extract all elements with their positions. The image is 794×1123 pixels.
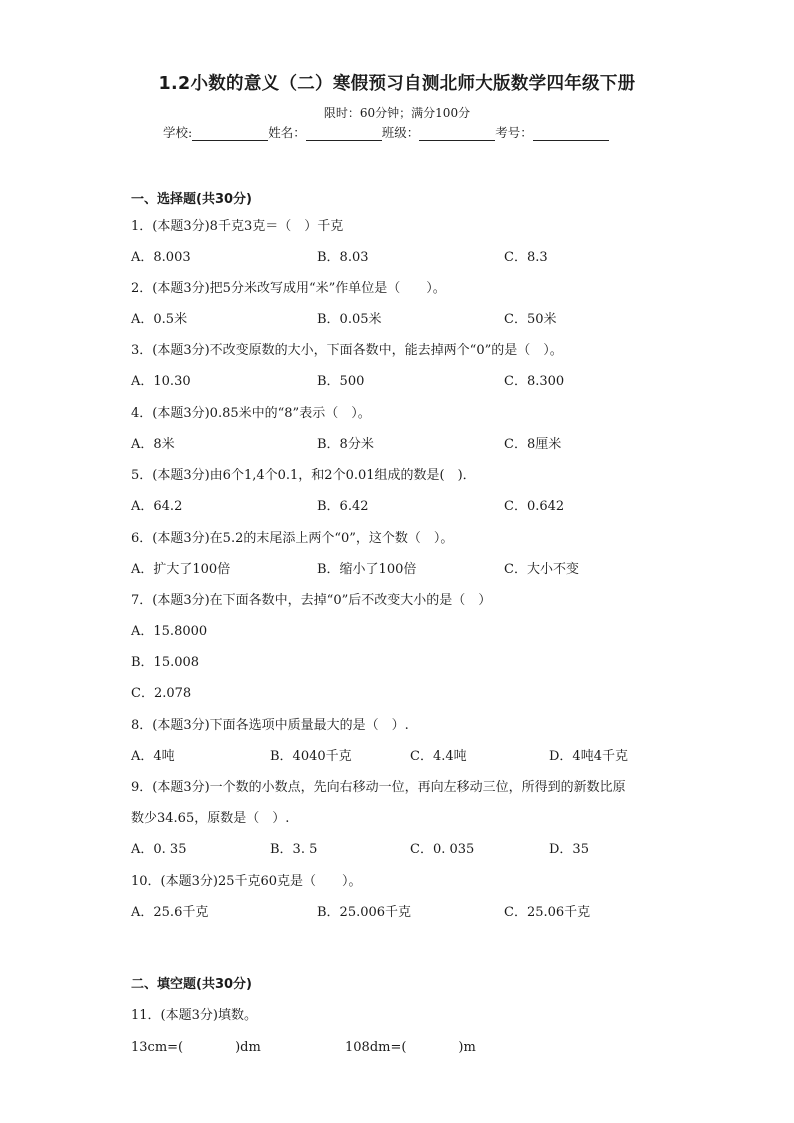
- option-a[interactable]: A．25.6千克: [131, 905, 209, 920]
- question-stem: 7．(本题3分)在下面各数中，去掉“0”后不改变大小的是（ ）: [131, 593, 492, 608]
- option-a[interactable]: A．64.2: [131, 499, 183, 514]
- fill-blank[interactable]: 13cm=( )dm: [131, 1040, 261, 1055]
- class-field[interactable]: [419, 126, 495, 141]
- question-stem: 6．(本题3分)在5.2的末尾添上两个“0”，这个数（ ）。: [131, 531, 454, 546]
- question-stem: 9．(本题3分)一个数的小数点，先向右移动一位，再向左移动三位，所得到的新数比原: [131, 780, 626, 795]
- option-d[interactable]: D．4吨4千克: [549, 749, 628, 764]
- option-c[interactable]: C．4.4吨: [410, 749, 467, 764]
- option-a[interactable]: A．8.003: [131, 250, 191, 265]
- option-b[interactable]: B．缩小了100倍: [317, 562, 417, 577]
- question-stem: 10．(本题3分)25千克60克是（ ）。: [131, 874, 362, 889]
- option-b[interactable]: B．8.03: [317, 250, 369, 265]
- option-a[interactable]: A．8米: [131, 437, 175, 452]
- option-a[interactable]: A．10.30: [131, 374, 191, 389]
- exam-no-label: 考号：: [495, 125, 533, 140]
- option-c[interactable]: C．大小不变: [504, 562, 579, 577]
- option-b[interactable]: B．25.006千克: [317, 905, 412, 920]
- section-heading: 二、填空题(共30分): [131, 977, 252, 992]
- option-b[interactable]: B．500: [317, 374, 365, 389]
- option-a[interactable]: A．0. 35: [131, 842, 187, 857]
- option-a[interactable]: A．4吨: [131, 749, 175, 764]
- time-limit: 限时：60分钟；满分100分: [323, 106, 471, 120]
- student-info-row: [163, 123, 609, 141]
- option-c[interactable]: C．0.642: [504, 499, 565, 514]
- name-label: 姓名：: [268, 125, 306, 140]
- option-a[interactable]: A．0.5米: [131, 312, 188, 327]
- option-b[interactable]: B．0.05米: [317, 312, 382, 327]
- question-stem-continued: 数少34.65，原数是（ ）.: [131, 811, 290, 826]
- page-title: 1.2小数的意义（二）寒假预习自测北师大版数学四年级下册: [158, 74, 636, 94]
- option-c[interactable]: C．8.3: [504, 250, 548, 265]
- question-stem: 2．(本题3分)把5分米改写成用“米”作单位是（ ）。: [131, 281, 446, 296]
- option-b[interactable]: B．4040千克: [270, 749, 352, 764]
- question-stem: 8．(本题3分)下面各选项中质量最大的是（ ）.: [131, 718, 409, 733]
- question-stem: 11．(本题3分)填数。: [131, 1008, 257, 1023]
- question-stem: 3．(本题3分)不改变原数的大小，下面各数中，能去掉两个“0”的是（ ）。: [131, 343, 563, 358]
- name-field[interactable]: [306, 126, 382, 141]
- class-label: 班级：: [381, 125, 420, 140]
- option-b[interactable]: B．15.008: [131, 655, 200, 670]
- option-c[interactable]: C．2.078: [131, 686, 192, 701]
- fill-blank[interactable]: 108dm=( )m: [345, 1040, 476, 1055]
- option-c[interactable]: C．25.06千克: [504, 905, 591, 920]
- question-stem: 5．(本题3分)由6个1,4个0.1，和2个0.01组成的数是( )．: [131, 468, 476, 483]
- exam-no-field[interactable]: [533, 126, 609, 141]
- option-c[interactable]: C．0. 035: [410, 842, 475, 857]
- option-c[interactable]: C．8厘米: [504, 437, 562, 452]
- option-c[interactable]: C．50米: [504, 312, 557, 327]
- option-b[interactable]: B．3. 5: [270, 842, 318, 857]
- school-label: 学校:: [163, 125, 193, 140]
- question-stem: 4．(本题3分)0.85米中的“8”表示（ ）。: [131, 406, 371, 421]
- option-b[interactable]: B．6.42: [317, 499, 369, 514]
- section-heading: 一、选择题(共30分): [131, 192, 252, 207]
- option-b[interactable]: B．8分米: [317, 437, 374, 452]
- question-stem: 1．(本题3分)8千克3克＝（ ）千克: [131, 219, 344, 234]
- option-d[interactable]: D．35: [549, 842, 589, 857]
- option-a[interactable]: A．15.8000: [131, 624, 208, 639]
- school-field[interactable]: [192, 126, 268, 141]
- option-a[interactable]: A．扩大了100倍: [131, 562, 231, 577]
- option-c[interactable]: C．8.300: [504, 374, 565, 389]
